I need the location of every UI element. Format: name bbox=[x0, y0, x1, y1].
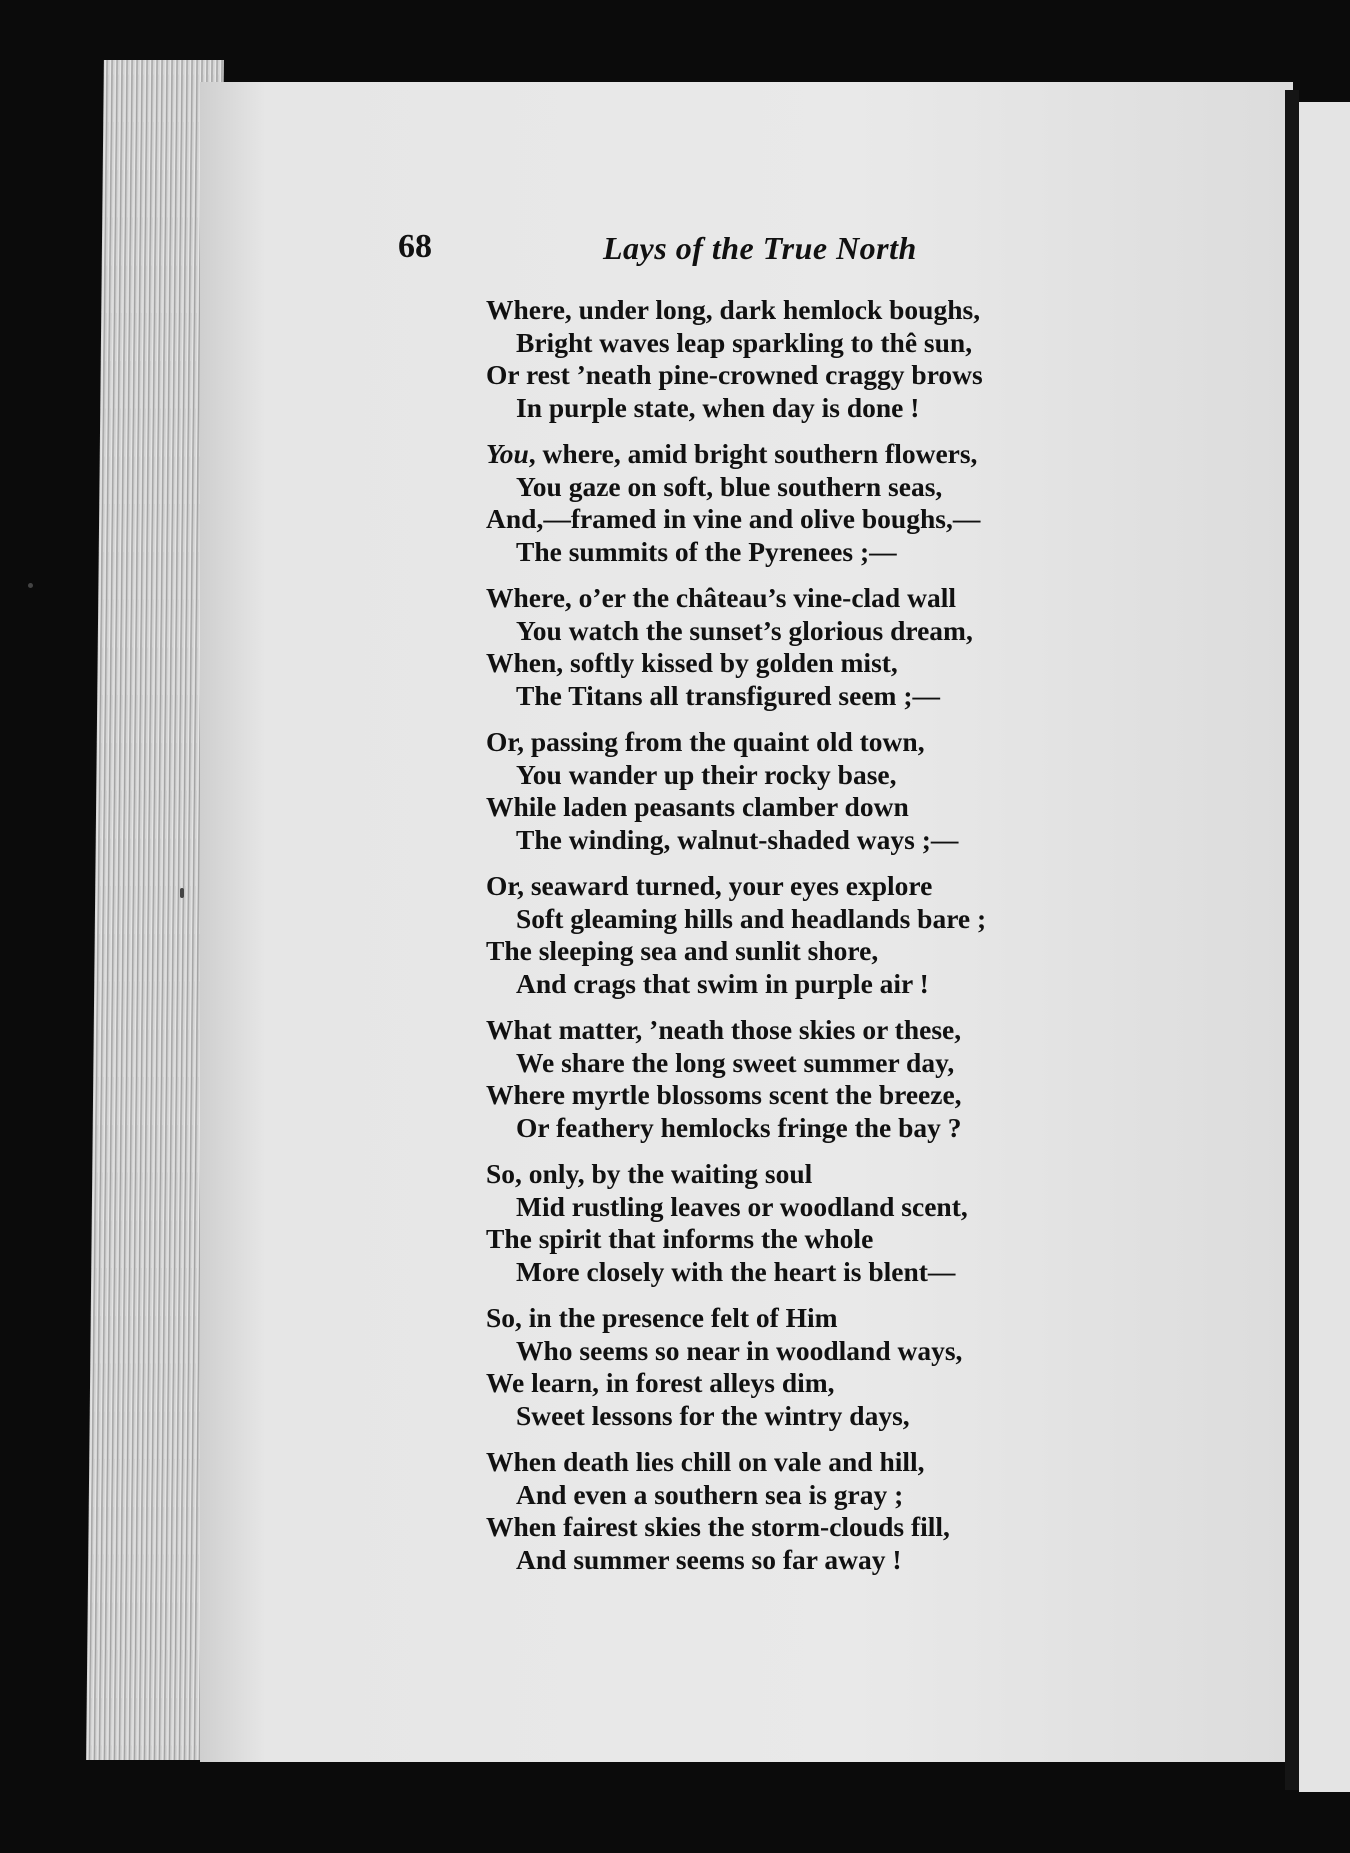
poem-line bbox=[486, 1479, 1106, 1512]
poem-line-text: , where, amid bright southern flowers, bbox=[528, 438, 978, 469]
poem-line-text: We learn, in forest alleys dim, bbox=[486, 1367, 835, 1398]
poem-line-text: When fairest skies the storm-clouds fill, bbox=[486, 1511, 950, 1542]
stanza bbox=[486, 438, 1106, 568]
poem-line bbox=[486, 1544, 1106, 1577]
poem-line bbox=[486, 327, 1106, 360]
book-gutter bbox=[1285, 90, 1299, 1790]
poem-line bbox=[486, 1047, 1106, 1080]
facing-page-edge bbox=[1299, 102, 1350, 1792]
poem-line bbox=[486, 647, 1106, 680]
poem-line bbox=[486, 503, 1106, 536]
poem-line-text: Or feathery hemlocks fringe the bay ? bbox=[516, 1111, 962, 1143]
stanza bbox=[486, 582, 1106, 712]
poem-line bbox=[486, 1256, 1106, 1289]
poem-line-text: The spirit that informs the whole bbox=[486, 1223, 874, 1254]
poem-line-text: What matter, ’neath those skies or these, bbox=[486, 1014, 962, 1045]
poem-line bbox=[486, 1191, 1106, 1224]
poem-body bbox=[486, 294, 1106, 1590]
poem-line-text: Where, o’er the château’s vine-clad wall bbox=[486, 582, 956, 613]
scan-speck bbox=[180, 888, 184, 898]
poem-line-text: And even a southern sea is gray ; bbox=[516, 1478, 904, 1510]
poem-line bbox=[486, 759, 1106, 792]
poem-line bbox=[486, 903, 1106, 936]
poem-line-text: Where, under long, dark hemlock boughs, bbox=[486, 294, 981, 325]
poem-line bbox=[486, 1302, 1106, 1335]
poem-line-text: And crags that swim in purple air ! bbox=[516, 967, 929, 999]
poem-line bbox=[486, 1446, 1106, 1479]
poem-line bbox=[486, 791, 1106, 824]
poem-line bbox=[486, 294, 1106, 327]
poem-line-text: The sleeping sea and sunlit shore, bbox=[486, 935, 879, 966]
poem-line bbox=[486, 1158, 1106, 1191]
poem-line-text: When, softly kissed by golden mist, bbox=[486, 647, 898, 678]
poem-line-text: So, only, by the waiting soul bbox=[486, 1158, 813, 1189]
stanza bbox=[486, 870, 1106, 1000]
scan-speck bbox=[28, 583, 33, 588]
poem-line bbox=[486, 536, 1106, 569]
poem-line bbox=[486, 726, 1106, 759]
poem-line-text: While laden peasants clamber down bbox=[486, 791, 909, 822]
poem-line bbox=[486, 935, 1106, 968]
poem-line-text: You wander up their rocky base, bbox=[516, 758, 897, 790]
poem-line-text: We share the long sweet summer day, bbox=[516, 1046, 955, 1078]
running-title: Lays of the True North bbox=[603, 230, 917, 266]
poem-line-text: The Titans all transfigured seem ;— bbox=[516, 679, 940, 711]
poem-line-text: Who seems so near in woodland ways, bbox=[516, 1334, 963, 1366]
poem-line-text: Bright waves leap sparkling to thê sun, bbox=[516, 326, 973, 358]
poem-line-text: And,—framed in vine and olive boughs,— bbox=[486, 503, 981, 534]
poem-line-text: You gaze on soft, blue southern seas, bbox=[516, 470, 943, 502]
stanza bbox=[486, 726, 1106, 856]
poem-line bbox=[486, 1400, 1106, 1433]
stanza bbox=[486, 1446, 1106, 1576]
poem-line bbox=[486, 680, 1106, 713]
poem-line-text: Sweet lessons for the wintry days, bbox=[516, 1399, 910, 1431]
poem-line-text: So, in the presence felt of Him bbox=[486, 1302, 838, 1333]
poem-line-text: The summits of the Pyrenees ;— bbox=[516, 535, 897, 567]
italic-word: You bbox=[486, 438, 529, 469]
poem-line bbox=[486, 870, 1106, 903]
poem-line bbox=[486, 392, 1106, 425]
poem-line bbox=[486, 1112, 1106, 1145]
poem-line bbox=[486, 359, 1106, 392]
poem-line-text: Soft gleaming hills and headlands bare ; bbox=[516, 902, 987, 934]
poem-line-text: Mid rustling leaves or woodland scent, bbox=[516, 1190, 968, 1222]
poem-line bbox=[486, 824, 1106, 857]
stanza bbox=[486, 1014, 1106, 1144]
poem-line bbox=[486, 1014, 1106, 1047]
poem-line-text: Or, seaward turned, your eyes explore bbox=[486, 870, 933, 901]
poem-line-text: The winding, walnut-shaded ways ;— bbox=[516, 823, 959, 855]
poem-line bbox=[486, 615, 1106, 648]
poem-line bbox=[486, 1223, 1106, 1256]
poem-line-text: You watch the sunset’s glorious dream, bbox=[516, 614, 973, 646]
poem-line bbox=[486, 1511, 1106, 1544]
poem-line-text: Or rest ’neath pine-crowned craggy brows bbox=[486, 359, 983, 390]
poem-line bbox=[486, 968, 1106, 1001]
stanza bbox=[486, 294, 1106, 424]
poem-line bbox=[486, 1335, 1106, 1368]
poem-line-text: And summer seems so far away ! bbox=[516, 1543, 902, 1575]
poem-line-text: Or, passing from the quaint old town, bbox=[486, 726, 925, 757]
poem-line-text: In purple state, when day is done ! bbox=[516, 391, 920, 423]
stanza bbox=[486, 1302, 1106, 1432]
poem-line-text: When death lies chill on vale and hill, bbox=[486, 1446, 925, 1477]
stanza bbox=[486, 1158, 1106, 1288]
poem-line bbox=[486, 1079, 1106, 1112]
page-number: 68 bbox=[398, 228, 432, 265]
poem-line-text: More closely with the heart is blent— bbox=[516, 1255, 956, 1287]
poem-line bbox=[486, 471, 1106, 504]
poem-line-text: Where myrtle blossoms scent the breeze, bbox=[486, 1079, 962, 1110]
page-header bbox=[398, 228, 998, 278]
poem-line bbox=[486, 438, 1106, 471]
poem-line bbox=[486, 582, 1106, 615]
poem-line bbox=[486, 1367, 1106, 1400]
